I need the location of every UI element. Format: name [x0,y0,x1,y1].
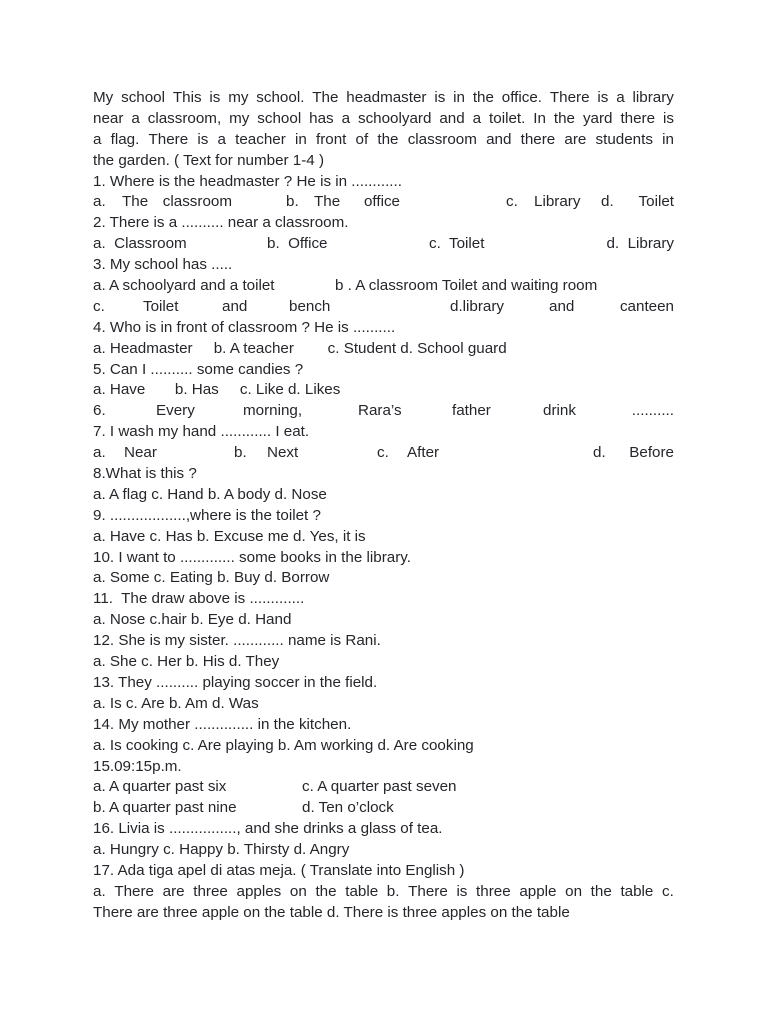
question-9: 9. ..................,where is the toilet ? [93,506,321,524]
passage-line-1-word: the [472,89,494,106]
passage-line-2-word: schoolyard [357,109,432,127]
question-17-options-line-1-word: on [565,882,583,900]
q7-option-a-letter: a. [93,444,106,462]
question-17-options-line-1-word: a. [93,882,106,900]
passage-line-3-word: a [93,130,102,148]
question-17-options-line-1-word: three [193,882,228,900]
question-17-options-line-1-word: table [620,882,654,900]
question-17-options-line-1-word: are [162,882,185,900]
q1-option-a-text [122,192,232,213]
question-10-options: a. Some c. Eating b. Buy d. Borrow [93,569,330,587]
q6-word-1: 6. [93,402,106,420]
question-10: 10. I want to ............. some books in the library. [93,548,411,566]
passage-line-1-word: school [121,89,165,106]
passage-line-3-word: front [315,130,347,148]
q3-option-c-word-1: Toilet [143,297,179,315]
passage-line-2-word: near [93,109,124,127]
passage-line-2-word: In [533,109,546,127]
question-17: 17. Ada tiga apel di atas meja. ( Translate into English ) [93,861,465,879]
q2-option-d: d. Library [606,235,674,253]
q7-option-b-text: Next [267,444,299,462]
q1-option-c-letter: c. [506,193,518,211]
passage-line-3 [93,130,674,151]
passage-line-1-word: library [632,89,674,106]
passage-line-2 [93,109,674,130]
passage-line-3-word: students [595,130,653,148]
q1-option-b-text [314,192,400,213]
q3-option-d-word-1: d.library [450,297,505,315]
q7-option-b-letter: b. [234,444,247,462]
question-17-options-line-1-word: table [345,882,379,900]
passage-line-1-word: This [172,89,202,106]
question-15-options-line-1 [93,777,674,798]
q3-option-d-word-3: canteen [619,297,674,315]
question-17-options-line-1-word: is [456,882,468,900]
question-14: 14. My mother .............. in the kitchen. [93,715,352,733]
passage-line-1-word: My [93,89,114,106]
question-11-options: a. Nose c.hair b. Eye d. Hand [93,611,292,629]
passage-line-3-word: is [197,130,209,148]
passage-line-3-word: flag. [110,130,140,148]
q3-option-d-word-2: and [549,297,575,315]
q2-option-a: a. Classroom [93,235,187,253]
question-17-options-line-1-word: the [590,882,612,900]
question-8-options: a. A flag c. Hand b. A body d. Nose [93,485,327,503]
question-2: 2. There is a .......... near a classroom. [93,214,349,232]
passage-line-2-word: my [229,109,250,127]
passage-line-2-word: classroom, [147,109,222,127]
passage-line-3-word: in [662,130,674,148]
passage-line-3-word: are [564,130,587,148]
passage-line-1-word: is [597,89,609,106]
passage-line-1 [93,88,674,109]
q1-option-a-letter: a. [93,193,106,211]
passage-line-3-word: in [294,130,307,148]
question-2-options [93,234,674,255]
passage-line-3-word: the [377,130,399,148]
passage-line-3-word: There [148,130,189,148]
worksheet [93,88,674,924]
q1-option-d-text: Toilet [638,193,674,211]
question-13-options: a. Is c. Are b. Am d. Was [93,694,259,712]
q3-option-c-word-3: bench [289,297,331,315]
passage-line-2-word: a [472,109,482,127]
q6-word-5: father [452,402,491,420]
question-3: 3. My school has ..... [93,256,233,274]
q6-word-7: .......... [631,402,674,420]
passage-line-1-word: in [453,89,465,106]
question-17-options-line-2: There are three apple on the table d. There is three apples on the table [93,903,570,921]
passage-line-2-word: has [309,109,334,127]
passage-line-2-word: yard [582,109,613,127]
q6-word-2: Every [156,402,195,420]
question-16-options: a. Hungry c. Happy b. Thirsty d. Angry [93,841,350,859]
passage-line-3-word: of [355,130,369,148]
passage-line-3-word: teacher [235,130,286,148]
q3-option-b: b . A classroom Toilet and waiting room [335,277,598,295]
passage-line-1-word: There [549,89,590,106]
passage-line-2-word: toilet. [489,109,526,127]
passage-line-3-word: there [520,130,556,148]
question-3-options-line-1 [93,276,674,297]
question-17-options-line-1-word: c. [662,882,674,900]
q1-option-d-letter: d. [601,193,614,211]
q1-b-word-2: office [363,193,400,211]
question-9-options: a. Have c. Has b. Excuse me d. Yes, it is [93,527,366,545]
question-15: 15.09:15p.m. [93,757,182,775]
question-3-options-line-2 [93,297,674,318]
passage-line-1-word: The [312,89,339,106]
question-12-options: a. She c. Her b. His d. They [93,653,280,671]
q7-option-c-text: After [407,444,440,462]
question-14-options: a. Is cooking c. Are playing b. Am working d. Are cooking [93,736,474,754]
q15-option-c: c. A quarter past seven [302,778,457,796]
passage-line-2-word: and [439,109,465,127]
q7-option-c-letter: c. [377,444,389,462]
q3-option-c-letter: c. [93,297,105,315]
passage-line-2-word: school [257,109,302,127]
question-7: 7. I wash my hand ............ I eat. [93,423,310,441]
question-16: 16. Livia is ................, and she drinks a glass of tea. [93,820,443,838]
passage-line-1-word: a [616,89,625,106]
passage-line-2-word: a [131,109,140,127]
passage-line-4: the garden. ( Text for number 1-4 ) [93,151,325,169]
passage-line-3-word: and [486,130,512,148]
question-17-options-line-1-word: the [315,882,337,900]
q6-word-4: Rara’s [358,402,402,420]
question-17-options-line-1-word: apple [519,882,557,900]
question-11: 11. The draw above is ............. [93,590,305,608]
q3-option-a: a. A schoolyard and a toilet [93,277,275,295]
q15-option-d: d. Ten o’clock [302,799,394,817]
q2-option-c: c. Toilet [429,235,485,253]
q7-option-a-text: Near [124,444,157,462]
q7-option-d-letter: d. [593,444,606,462]
passage-line-1-word: office. [501,89,543,106]
question-17-options-line-1-word: three [476,882,511,900]
passage-line-2-word: a [341,109,351,127]
question-17-options-line-1-word: apples [236,882,282,900]
q15-option-a: a. A quarter past six [93,778,227,796]
question-17-options-line-1 [93,882,674,903]
question-8: 8.What is this ? [93,465,197,483]
passage-line-1-word: is [434,89,446,106]
question-13: 13. They .......... playing soccer in the field. [93,673,378,691]
q3-option-c-word-2: and [222,297,248,315]
question-4-options: a. Headmaster b. A teacher c. Student d. School guard [93,339,507,357]
q7-option-d-text: Before [629,444,674,462]
question-17-options-line-1-word: There [408,882,448,900]
q2-option-b: b. Office [267,235,328,253]
passage-line-3-word: classroom [407,130,477,148]
passage-line-2-word: there [620,109,656,127]
question-12: 12. She is my sister. ............ name is Rani. [93,632,381,650]
q1-b-word-1: The [314,193,341,211]
question-1: 1. Where is the headmaster ? He is in ............ [93,172,402,190]
question-6 [93,401,674,422]
q6-word-3: morning, [243,402,303,420]
passage-line-3-word: a [217,130,226,148]
question-7-options [93,443,674,464]
question-1-options [93,192,674,213]
question-15-options-line-2 [93,798,674,819]
question-17-options-line-1-word: There [114,882,154,900]
question-17-options-line-1-word: b. [386,882,400,900]
q6-word-6: drink [543,402,576,420]
question-17-options-line-1-word: on [289,882,307,900]
q1-a-word-2: classroom [162,193,232,211]
passage-line-1-word: school. [256,89,305,106]
q1-option-b-letter: b. [286,193,299,211]
question-5: 5. Can I .......... some candies ? [93,360,304,378]
q1-option-c-text: Library [534,193,581,211]
passage-line-2-word: the [553,109,576,127]
q15-option-b: b. A quarter past nine [93,799,237,817]
passage-line-2-word: is [663,109,674,127]
passage-line-1-word: my [228,89,249,106]
passage-line-1-word: headmaster [346,89,427,106]
question-4: 4. Who is in front of classroom ? He is .......... [93,318,396,336]
q1-a-word-1: The [122,193,149,211]
passage-line-1-word: is [209,89,221,106]
question-5-options: a. Have b. Has c. Like d. Likes [93,381,341,399]
